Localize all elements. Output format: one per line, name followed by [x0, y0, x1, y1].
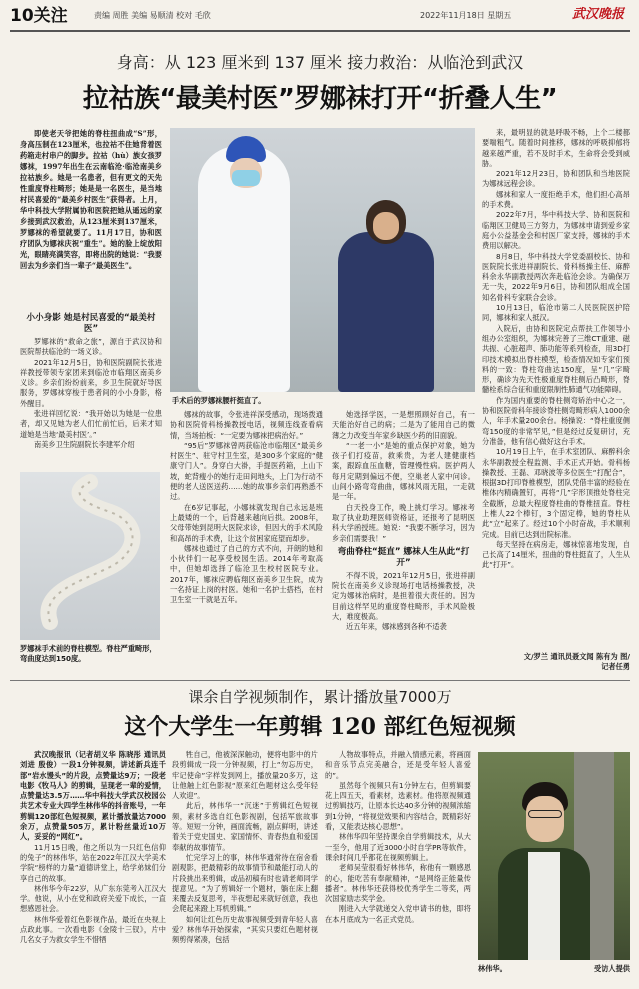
patient-figure [338, 232, 434, 392]
body-paragraph: 来，最明显的就是呼吸不畅，上个二楼都要喘粗气。随着时间推移，娜袜的呼吸抑郁将越来越严重，若不及时手术，生命将会受到威胁。 [482, 128, 630, 168]
body-paragraph: 忙完学习上的事，林伟华通常待在宿舍看剧观影，把最精彩的故事情节和最能打动人的片段挑出来剪辑，或品初稿有时也请老师同学提意见。“为了剪辑好一个题材，躺在床上翻来覆去反复思考，半夜想起来就好创意，我也会爬起来蹬上耳机剪辑。” [172, 852, 318, 914]
body-paragraph: 2022年7月，华中科技大学、协和医院和临翔区卫健局三方努力，为娜袜申请到爱乡家庭小公益基金会和村医厂家支持，娜袜的手术费用以解决。 [482, 210, 630, 251]
photo-doctor-and-patient [170, 128, 475, 392]
photo2-caption: 罗娜袜手术前的脊柱模型。脊柱严重畸形，弯曲度达到150度。 [20, 644, 157, 663]
article2-headline: 这个大学生一年剪辑 120 部红色短视频 [124, 714, 516, 740]
body-paragraph: 10月19日上午，在手术室团队、麻醉科余永华副教授全程监测、手术正式开始。骨科杨操教授、王磊、邓晓波等多位医生“打配合”，根据3D打印脊椎模型，团队凭借丰富的经验在椎体内精确置钉，再将“几”字形顶推处脊柱完全截断，总最大程度脊柱曲的脊椎扭直。脊柱上椎人22个棒钉，3个固定棒，她的脊柱从此“立”起来了。经过10个小时奋战，手术顺利完成。目前已达到出院标准。 [482, 447, 630, 539]
editor-credits: 责编 周胜 美编 易顺清 校对 毛欣 [94, 11, 211, 20]
body-paragraph: 如何让红色历史故事视频受到青年轻人喜爱？林伟华开始探索，“其实只要红色题材视频剪得紧凑，包括 [172, 914, 318, 945]
body-paragraph: 牲自己，他被深深触动，便将电影中的片段剪辑成一段一分钟视频，打上“勿忘历史，牢记使命”字样发到网上，播放量20多万，这让他触上红色影视“原来红色题材这么受年轻人欢迎”。 [172, 750, 318, 801]
photo3-caption: 林伟华。 [478, 964, 507, 973]
article1-kicker: 身高：从 123 厘米到 137 厘米 接力救治：从临沧到武汉 [116, 53, 524, 72]
body-paragraph: 林伟华爱着红色影视作品，最近在央视上点政此事。一次看电影《金陵十三钗》，片中几名女子为救女学生不惜牺 [20, 914, 166, 945]
body-paragraph: 2021年12月5日，协和医院副院长张进祥教授带领专家团来到临沧市临翔区南美乡义诊。乡亲们纷纷前来，乡卫生院就好导医服务，罗娜袜穿梭于患者间的小小身影，格外醒目。 [20, 357, 162, 408]
article2-kicker: 课余自学视频制作，累计播放量7000万 [188, 688, 452, 706]
spine-model-icon [20, 472, 160, 640]
photo1-caption: 手术后的罗娜袜腰杆挺直了。 [172, 396, 266, 405]
header-rule [10, 30, 630, 32]
section2-title: 弯曲脊柱“挺直” 娜袜人生从此“打开” [337, 546, 470, 568]
article1-col4 [482, 128, 630, 650]
body-paragraph: 在6岁记事起，小娜袜就发现自己永远是班上最矮的一个，后背越来越向后拱。2008年，父母带她到昆明大医院求诊，但因大的手术风险和高昂的手术费，让这个贫困家庭望而却步。 [170, 502, 323, 543]
body-paragraph: 娜袜也通过了自己的方式不向，开朗的她和小伙伴们一起享受校园生活。2014年考取高中，但她却选择了临沧卫生校村医院专业。2017年，娜袜应聘临翔区南美乡卫生院，成为一名持证上岗的村医。她和一名护士搭档，在村卫生室一干就是五年。 [170, 543, 323, 605]
body-paragraph: 近五年来，娜袜感到各种不适袭 [346, 622, 447, 632]
body-paragraph: 此后，林伟华一“沉迷”于剪辑红色短视频，素材多选自红色影视剧，包括军旅故事等。短短一分钟，画面流畅，剧点鲜明，讲述着关于党史国史、家国情怀、青春热血和爱国奉献的故事情节。 [172, 801, 318, 852]
issue-date: 2022年11月18日 星期五 [420, 11, 512, 20]
patient-face [373, 212, 399, 240]
article1-col2 [170, 410, 323, 670]
body-paragraph: 林伟华四年坚持课余自学剪辑技术，从大一至今，他用了近3000小时自学PR等软件，课余时间几乎都花在视频剪辑上。 [325, 832, 471, 862]
section-divider [10, 680, 630, 681]
article2-col3 [325, 750, 471, 986]
body-paragraph: 南美乡卫生院副院长李建军介绍 [34, 439, 135, 449]
mask [232, 170, 260, 186]
article2-col2 [172, 750, 318, 986]
body-paragraph: 作为国内重要的脊柱侧弯矫治中心之一，协和医院骨科年接诊脊柱侧弯畸形病人1000余人，年手术量200余台。杨操说：“脊柱重度侧弯150度的非常罕见，”但是经过反复研讨，充分准备，他有信心做好这台手术。 [482, 395, 630, 446]
student-face [526, 796, 564, 842]
body-paragraph: 娜袜的故事，令张进祥深受感动，现场拨通协和医院骨科杨操教授电话，视频连线查看病情，当场拍板：“一定要为娜袜把病治好。” [170, 410, 323, 440]
article1-col3 [332, 410, 475, 670]
section1-title: 小小身影 她是村民喜爱的“最美村医” [26, 313, 156, 334]
page-label: 10关注 [10, 6, 68, 26]
newspaper-brand: 武汉晚报 [572, 7, 625, 22]
body-paragraph: 张进祥回忆说：“我开始以为她是一位患者，却又见她为老人们忙前忙后，后来才知道她是当地‘最美村医’。” [20, 409, 162, 439]
body-paragraph: 老师吴莹很看好林伟华，称他有一颗感恩的心，能吃苦有奉献精神，“是网络正能量传播者”。林伟华还获得校优秀学生二等奖，两次国家励志奖学金。 [325, 863, 471, 904]
body-paragraph: 林伟华今年22岁，从广东东莞考入江汉大学。他说，从小在党和政府关爱下成长，一直想感恩社会。 [20, 883, 166, 914]
body-paragraph: 人物故事特点，并融入情感元素，将画面和音乐节点完美融合，还是受年轻人喜爱的”。 [325, 750, 471, 780]
article1-lead [20, 128, 162, 306]
body-paragraph: 罗娜袜的“救命之旅”，源自于武汉协和医院帮扶临沧的一场义诊。 [20, 337, 162, 357]
article2-col1 [20, 750, 166, 986]
body-paragraph: 刚进入大学就递交入党申请书的他，即将在本月底成为一名正式党员。 [325, 904, 471, 924]
body-paragraph: 2021年12月23日，协和团队和当地医院为娜袜远程会诊。 [482, 169, 630, 189]
body-paragraph: 武汉晚报讯（记者胡义华 陈晓彤 通讯员刘进 殷俊）一段1分钟视频，讲述新兵连千部“岩水馒头”的片段，点赞量达9万；一段老电影《牧马人》的剪辑，呈现老一辈的爱情，点赞量达3.5万……华中科技大学武汉校园公共艺术专业大四学生林伟华的抖音账号，一年剪辑120部红色短视频，累计播放量达7000余万，点赞量505万，累计粉丝量近10万人，妥妥的“网红”。 [20, 750, 166, 842]
body-paragraph: 每天坚持在病房走，娜袜惊喜地发现，自己长高了14厘米，扭曲的脊柱挺直了，人生从此“打开”。 [482, 539, 630, 570]
body-paragraph: 入院后，由协和医院定点帮扶工作领导小组办公室组织，为娜袜完善了三维CT重建、磁共振、心脏超声、肺功能等系列检查，用3D打印技术模拟出脊柱模型，检查情况如专家们预料的一致：脊柱弯曲达150度，呈“几”字畸形，确诊为先天性极重度脊柱侧后凸畸形，脊髓栓系综合征和重度限制性肺通气功能障碍。 [482, 323, 630, 395]
article1-section1 [20, 310, 162, 470]
body-paragraph: “一老一小”是她的重点保护对象，她为孩子们打疫苗，救乘贵，为老人建健康档案，跟踪血压血糖，管理慢性病。医护两人每月定期到偏远不便，空巢老人家中问诊。山间小路弯弯曲曲，娜袜风雨无阻，一走就是一年。 [332, 440, 475, 502]
body-paragraph: 虽然每个视频只有1分钟左右，但剪辑要花上四五天，看素材，选素材。他将原视频通过剪辑技巧，让原本长达40多分钟的视频浓缩到1分钟，“将视觉效果和内容结合，既精彩好看，又能表达核心思想”。 [325, 780, 471, 832]
photo-spine-model [20, 472, 160, 640]
glasses-icon [528, 810, 562, 818]
body-paragraph: 11月15日晚，他之所以为一只红色信仰的兔子”的林伟华，站在2022年江汉大学美术学院“榜样的力量”道德讲堂上，给学弟妹们分享自己的故事。 [20, 842, 166, 883]
page-header [10, 4, 630, 28]
lead-text: 即使老天爷把她的脊柱扭曲成“S”形，身高压制在123厘米，也拉祜不住她背着医药箱走村串户的脚步。拉祜（hù）族女孩罗娜袜，1997年出生在云南临沧·临沧南美乡拉祜族乡。她是一名患者，但有更文的天先性重度脊柱畸形；她是是一名医生，是当地村民喜爱的“最美乡村医生”获得者。上月，华中科技大学附属协和医院把她从遥远的家乡接到武汉救治，从123厘米到137厘米，罗娜袜的希望就要了。11月17日，协和医疗团队为娜袜庆祝“重生”。她的脸上绽放阳光，眼睛亮满笑容，即将出院的她说：“我要回去为乡亲们当一辈子“最美医生”。 [20, 129, 162, 270]
body-paragraph: “95后”罗娜袜曾两获临沧市临翔区“最美乡村医生”、驻守村卫生室，是300多个家庭的“健康守门人”。身穿白大褂，手提医药箱，上山下坡，蛇背瘦小的她行走田间地头，上门为行动不便的老人送医送药……她的故事乡亲们再熟悉不过。 [170, 440, 323, 502]
body-paragraph: 8月8日，华中科技大学党委副校长、协和医院院长张进祥副院长、骨科杨操主任、麻醉科余永华副教授两次奔赴临沧会诊。为确保万无一失，2022年9月6日，协和团队组成全国知名骨科专家联合会诊。 [482, 251, 630, 302]
student-shirt [528, 852, 560, 960]
photo3-credit: 受访人提供 [594, 964, 630, 973]
body-paragraph: 白天投身工作，晚上挑灯学习。娜袜考取了执业助理医师资格证，还报考了昆明医科大学函授班。她说：“我要不断学习，因为乡亲们需要我！” [332, 502, 475, 543]
body-paragraph: 娜袜和家人一度拒绝手术，他们担心高昂的手术费。 [482, 189, 630, 210]
body-paragraph: 她选择学医，一是想照顾好自己，有一天能治好自己的病；二是为了能用自己的微薄之力改变当年家乡缺医少药的旧面貌。 [332, 410, 475, 440]
photo-student [478, 752, 630, 960]
body-paragraph: 10月13日，临沧市第二人民医院医护陪同，娜袜和家人抵汉。 [482, 303, 630, 323]
body-paragraph: 不得不说，2021年12月5日，张进祥副院长在南美乡义诊现场打电话杨操教授，决定为娜袜治病时，是担着很大责任的。因为目前这样罕见的重度脊柱畸形，手术风险极大，难度极高。 [332, 570, 475, 622]
article1-byline: 文/罗兰 通讯员聂文闻 陈有为 图/记者任勇 [523, 652, 630, 671]
article1-headline: 拉祜族“最美村医”罗娜袜打开“折叠人生” [82, 84, 558, 114]
